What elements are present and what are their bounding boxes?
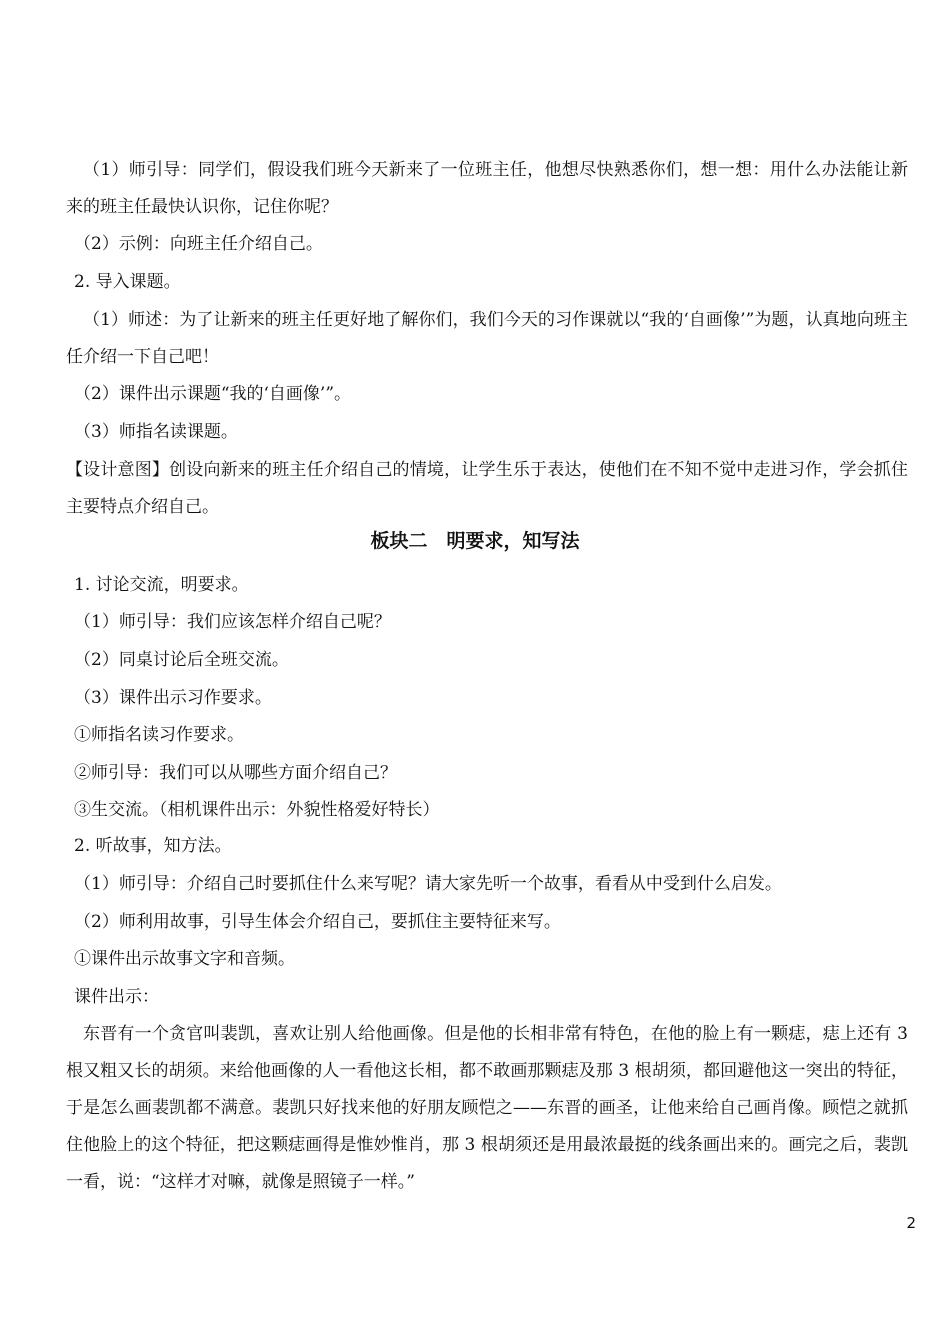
- paragraph-show-topic: （2）课件出示课题“我的‘自画像’”。: [74, 384, 352, 404]
- paragraph-show-story-audio: ①课件出示故事文字和音频。: [74, 949, 295, 969]
- paragraph-story-text: 东晋有一个贪官叫裴凯，喜欢让别人给他画像。但是他的长相非常有特色，在他的脸上有一颗痣，痣上还有 3 根又粗又长的胡须。来给他画像的人一看他这长相，都不敢画那颗痣及那 3 根胡须，都回避他这一突出的特征，于是怎么画裴凯都不满意。裴凯只好找来他的好朋友顾恺之——东晋的画圣，让他来给自己画肖像。顾恺之就抓住他脸上的这个特征，把这颗痣画得是惟妙惟肖，那 3 根胡须还是用最浓最挺的线条画出来的。画完之后，裴凯一看，说：“这样才对嘛，就像是照镜子一样。”: [66, 1024, 908, 1192]
- paragraph-student-exchange: ③生交流。（相机课件出示：外貌性格爱好特长）: [74, 800, 440, 820]
- paragraph-discuss: 1. 讨论交流，明要求。: [74, 575, 249, 595]
- paragraph-import-topic: 2. 导入课题。: [74, 272, 181, 292]
- paragraph-use-story: （2）师利用故事，引导生体会介绍自己，要抓住主要特征来写。: [74, 912, 561, 932]
- paragraph-design-intent: 【设计意图】创设向新来的班主任介绍自己的情境，让学生乐于表达，使他们在不知不觉中走进习作，学会抓住主要特点介绍自己。: [66, 460, 908, 517]
- paragraph-teacher-statement: （1）师述：为了让新来的班主任更好地了解你们，我们今天的习作课就以“我的‘自画像’”为题，认真地向班主任介绍一下自己吧！: [66, 310, 908, 367]
- paragraph-guide-story: （1）师引导：介绍自己时要抓住什么来写呢？请大家先听一个故事，看看从中受到什么启发。: [74, 874, 782, 894]
- paragraph-example: （2）示例：向班主任介绍自己。: [74, 234, 323, 254]
- paragraph-aspects-question: ②师引导：我们可以从哪些方面介绍自己？: [74, 763, 397, 783]
- page-number: 2: [906, 1214, 916, 1232]
- paragraph-courseware-label: 课件出示：: [74, 987, 159, 1007]
- paragraph-listen-story: 2. 听故事，知方法。: [74, 836, 232, 856]
- paragraph-show-requirements: （3）课件出示习作要求。: [74, 688, 272, 708]
- paragraph-intro-question: （1）师引导：同学们，假设我们班今天新来了一位班主任，他想尽快熟悉你们，想一想：用什么办法能让新来的班主任最快认识你，记住你呢？: [66, 160, 908, 217]
- paragraph-read-requirements: ①师指名读习作要求。: [74, 725, 244, 745]
- paragraph-guide-question: （1）师引导：我们应该怎样介绍自己呢？: [74, 612, 391, 632]
- section-heading: 板块二 明要求，知写法: [370, 530, 580, 552]
- paragraph-group-discussion: （2）同桌讨论后全班交流。: [74, 650, 289, 670]
- paragraph-read-topic: （3）师指名读课题。: [74, 422, 238, 442]
